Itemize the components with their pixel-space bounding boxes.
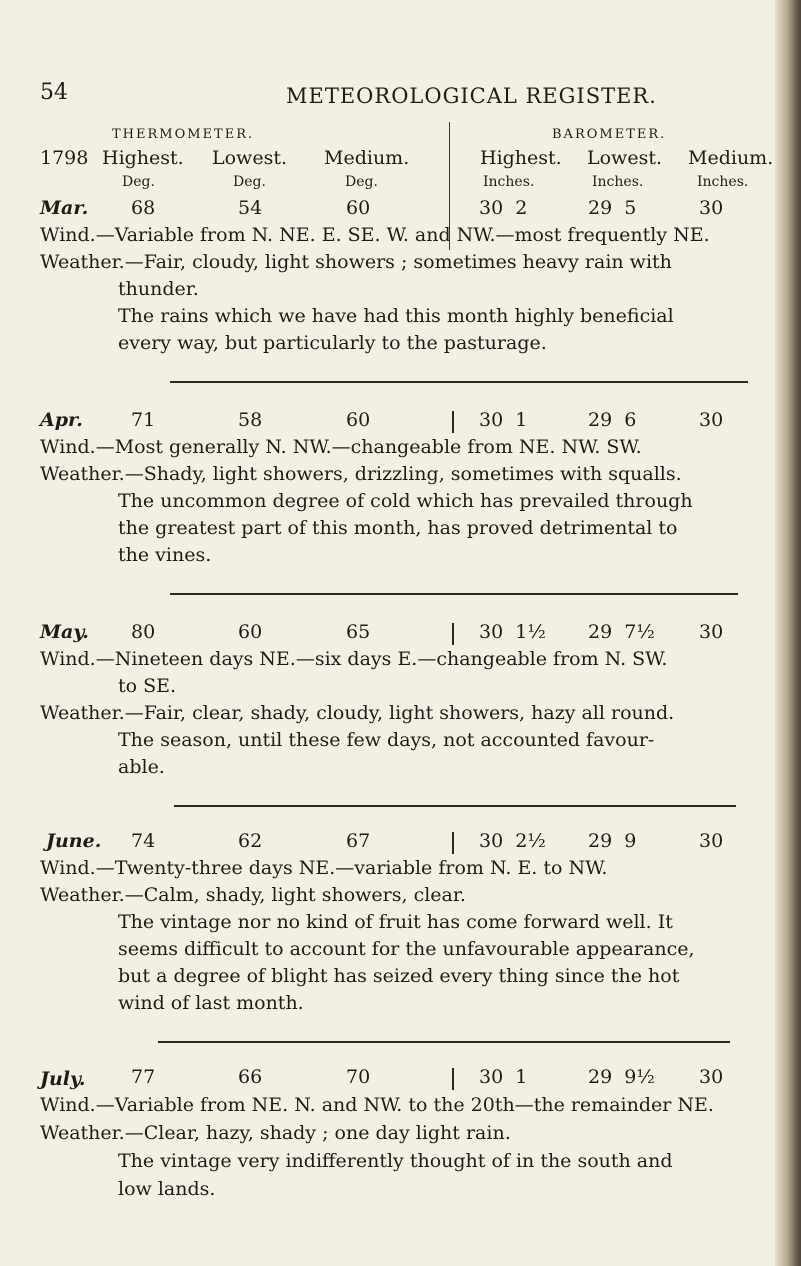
- baro-highest-header: Highest.: [480, 147, 562, 169]
- weather-text: Weather.—Clear, hazy, shady ; one day light rain.: [40, 1122, 511, 1144]
- barometer-caption: BAROMETER.: [552, 127, 667, 142]
- year-label: 1798: [40, 147, 89, 169]
- thermometer-caption: THERMOMETER.: [112, 127, 255, 142]
- weather-text: Weather.—Fair, cloudy, light showers ; sometimes heavy rain with: [40, 251, 672, 273]
- running-title: METEOROLOGICAL REGISTER.: [286, 84, 657, 108]
- therm-highest: 71: [131, 409, 156, 431]
- baro-lowest: 29 5: [588, 197, 637, 219]
- section-rule: [170, 381, 748, 383]
- therm-medium: 60: [346, 197, 371, 219]
- baro-medium: 30: [699, 621, 724, 643]
- baro-medium: 30: [699, 409, 724, 431]
- baro-lowest: 29 7½: [588, 621, 655, 643]
- baro-highest: 30 2½: [479, 830, 546, 852]
- baro-lowest: 29 9: [588, 830, 637, 852]
- baro-lowest: 29 6: [588, 409, 637, 431]
- section-rule: [170, 593, 738, 595]
- note-line: The season, until these few days, not accounted favour-: [118, 729, 655, 751]
- note-line: every way, but particularly to the pasturage.: [118, 332, 547, 354]
- note-line: The vintage very indifferently thought of in the south and: [118, 1150, 673, 1172]
- note-line: The vintage nor no kind of fruit has come forward well. It: [118, 911, 673, 933]
- baro-highest: 30 1: [479, 1066, 528, 1088]
- therm-lowest: 58: [238, 409, 263, 431]
- note-line: seems difficult to account for the unfavourable appearance,: [118, 938, 695, 960]
- section-rule: [174, 805, 736, 807]
- baro-medium-header: Medium.: [688, 147, 774, 169]
- therm-highest: 68: [131, 197, 156, 219]
- note-line: but a degree of blight has seized every thing since the hot: [118, 965, 680, 987]
- month-label: June.: [46, 830, 102, 852]
- wind-text: Wind.—Variable from N. NE. E. SE. W. and NW.—most frequently NE.: [40, 224, 710, 246]
- note-line: the greatest part of this month, has proved detrimental to: [118, 517, 678, 539]
- weather-text: Weather.—Calm, shady, light showers, clear.: [40, 884, 466, 906]
- note-line: the vines.: [118, 544, 212, 566]
- therm-medium: 67: [346, 830, 371, 852]
- therm-medium: 65: [346, 621, 371, 643]
- note-line: thunder.: [118, 278, 199, 300]
- column-divider-bar: [452, 411, 454, 433]
- therm-highest: 74: [131, 830, 156, 852]
- column-divider-bar: [452, 623, 454, 645]
- baro-medium: 30: [699, 1066, 724, 1088]
- therm-highest-header: Highest.: [102, 147, 184, 169]
- baro-unit-highest: Inches.: [483, 174, 535, 190]
- wind-text: Wind.—Nineteen days NE.—six days E.—changeable from N. SW.: [40, 648, 668, 670]
- therm-unit-lowest: Deg.: [233, 174, 266, 190]
- baro-lowest: 29 9½: [588, 1066, 655, 1088]
- baro-medium: 30: [699, 197, 724, 219]
- note-line: able.: [118, 756, 165, 778]
- therm-unit-highest: Deg.: [122, 174, 155, 190]
- weather-text: Weather.—Shady, light showers, drizzling, sometimes with squalls.: [40, 463, 682, 485]
- column-divider-bar: [452, 1068, 454, 1090]
- therm-medium-header: Medium.: [324, 147, 410, 169]
- page-binding-edge: [775, 0, 801, 1266]
- wind-text: Wind.—Variable from NE. N. and NW. to the 20th—the remainder NE.: [40, 1094, 714, 1116]
- therm-lowest-header: Lowest.: [212, 147, 287, 169]
- baro-highest: 30 1: [479, 409, 528, 431]
- therm-highest: 77: [131, 1066, 156, 1088]
- therm-lowest: 54: [238, 197, 263, 219]
- therm-lowest: 62: [238, 830, 263, 852]
- therm-highest: 80: [131, 621, 156, 643]
- note-line: The uncommon degree of cold which has prevailed through: [118, 490, 693, 512]
- baro-unit-medium: Inches.: [697, 174, 749, 190]
- baro-medium: 30: [699, 830, 724, 852]
- wind-continuation: to SE.: [118, 675, 177, 697]
- therm-unit-medium: Deg.: [345, 174, 378, 190]
- note-line: wind of last month.: [118, 992, 304, 1014]
- therm-medium: 70: [346, 1066, 371, 1088]
- baro-unit-lowest: Inches.: [592, 174, 644, 190]
- month-label: July.: [40, 1068, 86, 1090]
- therm-lowest: 60: [238, 621, 263, 643]
- weather-text: Weather.—Fair, clear, shady, cloudy, light showers, hazy all round.: [40, 702, 675, 724]
- therm-medium: 60: [346, 409, 371, 431]
- baro-highest: 30 1½: [479, 621, 546, 643]
- month-label: Apr.: [40, 409, 83, 431]
- wind-text: Wind.—Twenty-three days NE.—variable from N. E. to NW.: [40, 857, 608, 879]
- note-line: The rains which we have had this month highly beneficial: [118, 305, 674, 327]
- month-label: May.: [40, 621, 89, 643]
- therm-lowest: 66: [238, 1066, 263, 1088]
- page-number: 54: [40, 80, 68, 105]
- column-divider-bar: [452, 832, 454, 854]
- section-rule: [158, 1041, 730, 1043]
- note-line: low lands.: [118, 1178, 216, 1200]
- wind-text: Wind.—Most generally N. NW.—changeable from NE. NW. SW.: [40, 436, 642, 458]
- month-label: Mar.: [40, 197, 89, 219]
- baro-highest: 30 2: [479, 197, 528, 219]
- baro-lowest-header: Lowest.: [587, 147, 662, 169]
